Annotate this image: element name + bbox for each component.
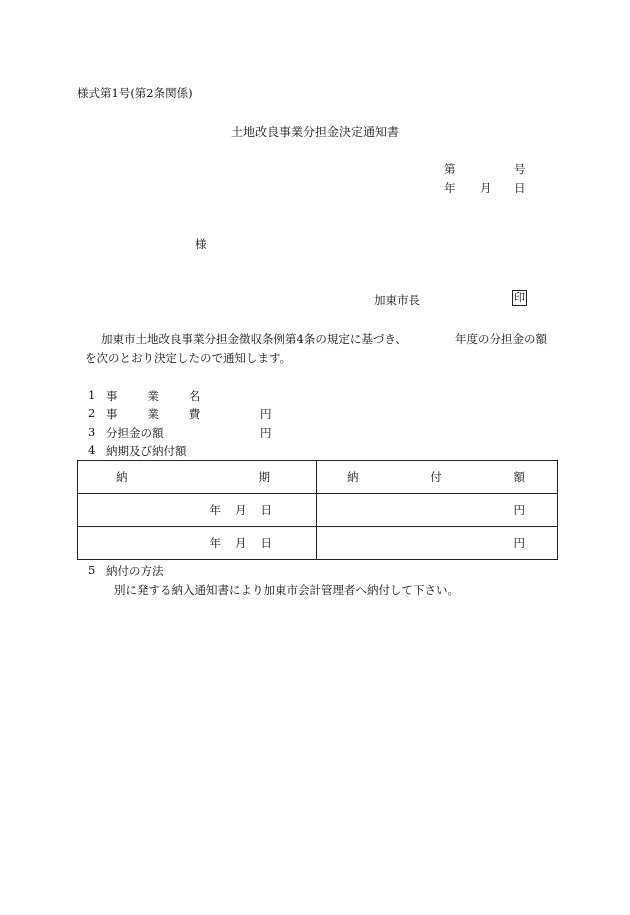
item-3-number: 3 [88,425,96,439]
header-right-char-1: 納 [347,470,359,484]
header-right-char-2: 付 [430,470,442,484]
table-row [78,494,558,527]
table-header-row [78,461,558,494]
table-row [78,527,558,560]
item-3-unit: 円 [260,426,272,440]
item-5-label: 納付の方法 [106,564,164,578]
doc-date-year: 年 [444,181,456,195]
row1-month: 月 [235,503,247,517]
doc-number-go: 号 [514,162,526,176]
doc-number-dai: 第 [444,162,456,176]
row2-month: 月 [235,536,247,550]
doc-date-month: 月 [480,181,492,195]
payment-date-cell [78,527,317,560]
issuer-name: 加東市長 [374,293,420,307]
header-left-char-1: 納 [116,470,128,484]
payment-date-cell [78,494,317,527]
body-line1-b: 年度の分担金の額 [455,332,547,346]
row1-unit: 円 [513,503,525,517]
row2-day: 日 [260,536,272,550]
seal-mark [512,290,527,306]
item-3-label: 分担金の額 [106,426,164,440]
doc-date-day: 日 [514,181,526,195]
item-1-number: 1 [88,388,96,402]
payment-amount-cell [317,494,558,527]
header-left-char-2: 期 [258,470,270,484]
header-payment-amount [317,461,558,494]
form-number: 様式第1号(第2条関係) [77,86,193,100]
document-title: 土地改良事業分担金決定通知書 [231,125,400,139]
body-line1-a: 加東市土地改良事業分担金徴収条例第4条の規定に基づき、 [101,332,407,346]
item-4-label: 納期及び納付額 [106,444,187,458]
item-1-label: 事業名 [106,389,231,403]
row1-day: 日 [260,503,272,517]
item-2-unit: 円 [260,407,272,421]
header-right-char-3: 額 [513,470,525,484]
item-2-label: 事業費 [106,407,231,421]
row1-year: 年 [209,503,221,517]
body-line2: を次のとおり決定したので通知します。 [85,351,292,365]
item-2-number: 2 [88,406,96,420]
row2-unit: 円 [513,536,525,550]
recipient-suffix: 様 [195,237,207,251]
row2-year: 年 [209,536,221,550]
payment-method-text: 別に発する納入通知書により加東市会計管理者へ納付して下さい。 [114,583,459,597]
payment-schedule-table [77,460,558,560]
item-5-number: 5 [88,563,96,577]
payment-amount-cell [317,527,558,560]
header-payment-period [78,461,317,494]
seal-text: 印 [514,291,525,304]
item-4-number: 4 [88,443,96,457]
